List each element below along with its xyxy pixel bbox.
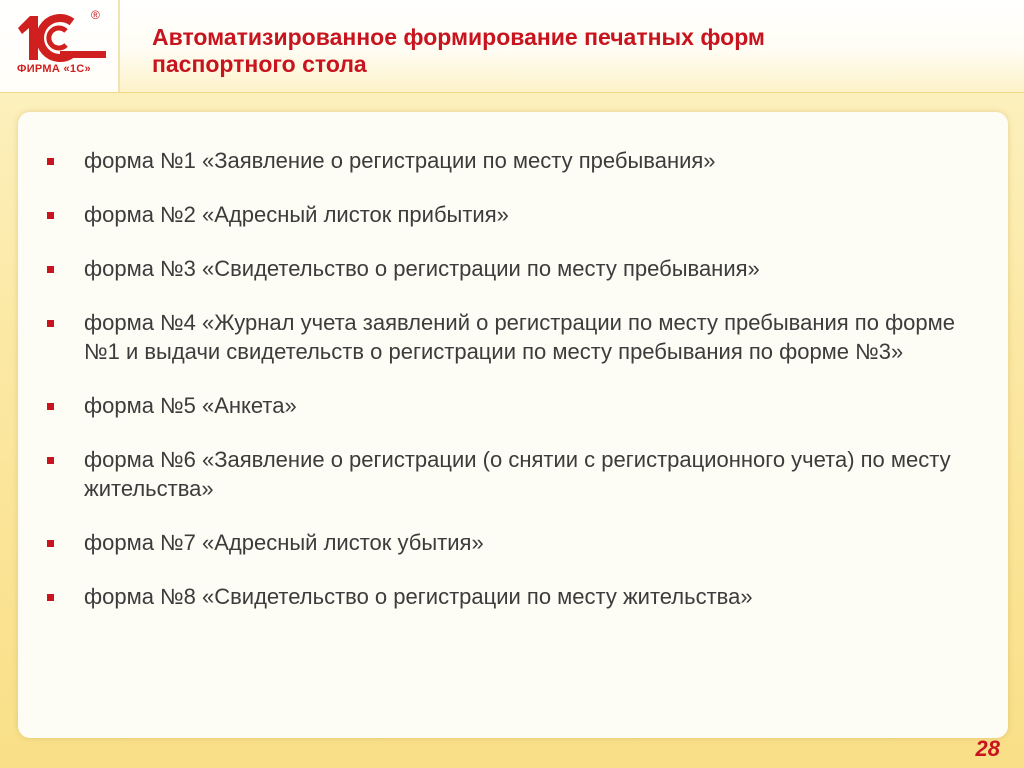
bullet-square-icon (47, 457, 54, 464)
bullet-square-icon (47, 403, 54, 410)
list-item-text: форма №2 «Адресный листок прибытия» (84, 202, 509, 227)
registered-mark: ® (91, 8, 100, 22)
list-item-text: форма №4 «Журнал учета заявлений о регистрации по месту пребывания по форме №1 и выдачи свидетельств о регистрации по месту пребывания по форме №3» (84, 310, 955, 364)
list-item (47, 528, 967, 557)
list-item (47, 254, 967, 283)
list-item (47, 308, 967, 366)
list-item-text: форма №8 «Свидетельство о регистрации по месту жительства» (84, 584, 753, 609)
list-item (47, 582, 967, 611)
company-logo (0, 0, 118, 92)
slide-title-line-2: паспортного стола (152, 51, 367, 77)
list-item-text: форма №6 «Заявление о регистрации (о снятии с регистрационного учета) по месту жительства» (84, 447, 951, 501)
list-item-text: форма №1 «Заявление о регистрации по месту пребывания» (84, 148, 716, 173)
list-item (47, 146, 967, 175)
list-item-text: форма №5 «Анкета» (84, 393, 297, 418)
bullet-square-icon (47, 266, 54, 273)
logo-divider (118, 0, 120, 92)
bullet-square-icon (47, 320, 54, 327)
slide-title-line-1: Автоматизированное формирование печатных форм (152, 24, 765, 50)
bullet-square-icon (47, 594, 54, 601)
form-list (47, 146, 967, 636)
slide-title (152, 24, 992, 78)
list-item-text: форма №3 «Свидетельство о регистрации по месту пребывания» (84, 256, 760, 281)
page-number: 28 (975, 736, 1000, 761)
list-item (47, 445, 967, 503)
logo-caption: ФИРМА «1С» (17, 63, 91, 75)
bullet-square-icon (47, 158, 54, 165)
header-bar (0, 0, 1024, 93)
bullet-square-icon (47, 212, 54, 219)
list-item-text: форма №7 «Адресный листок убытия» (84, 530, 484, 555)
list-item (47, 200, 967, 229)
list-item (47, 391, 967, 420)
bullet-square-icon (47, 540, 54, 547)
